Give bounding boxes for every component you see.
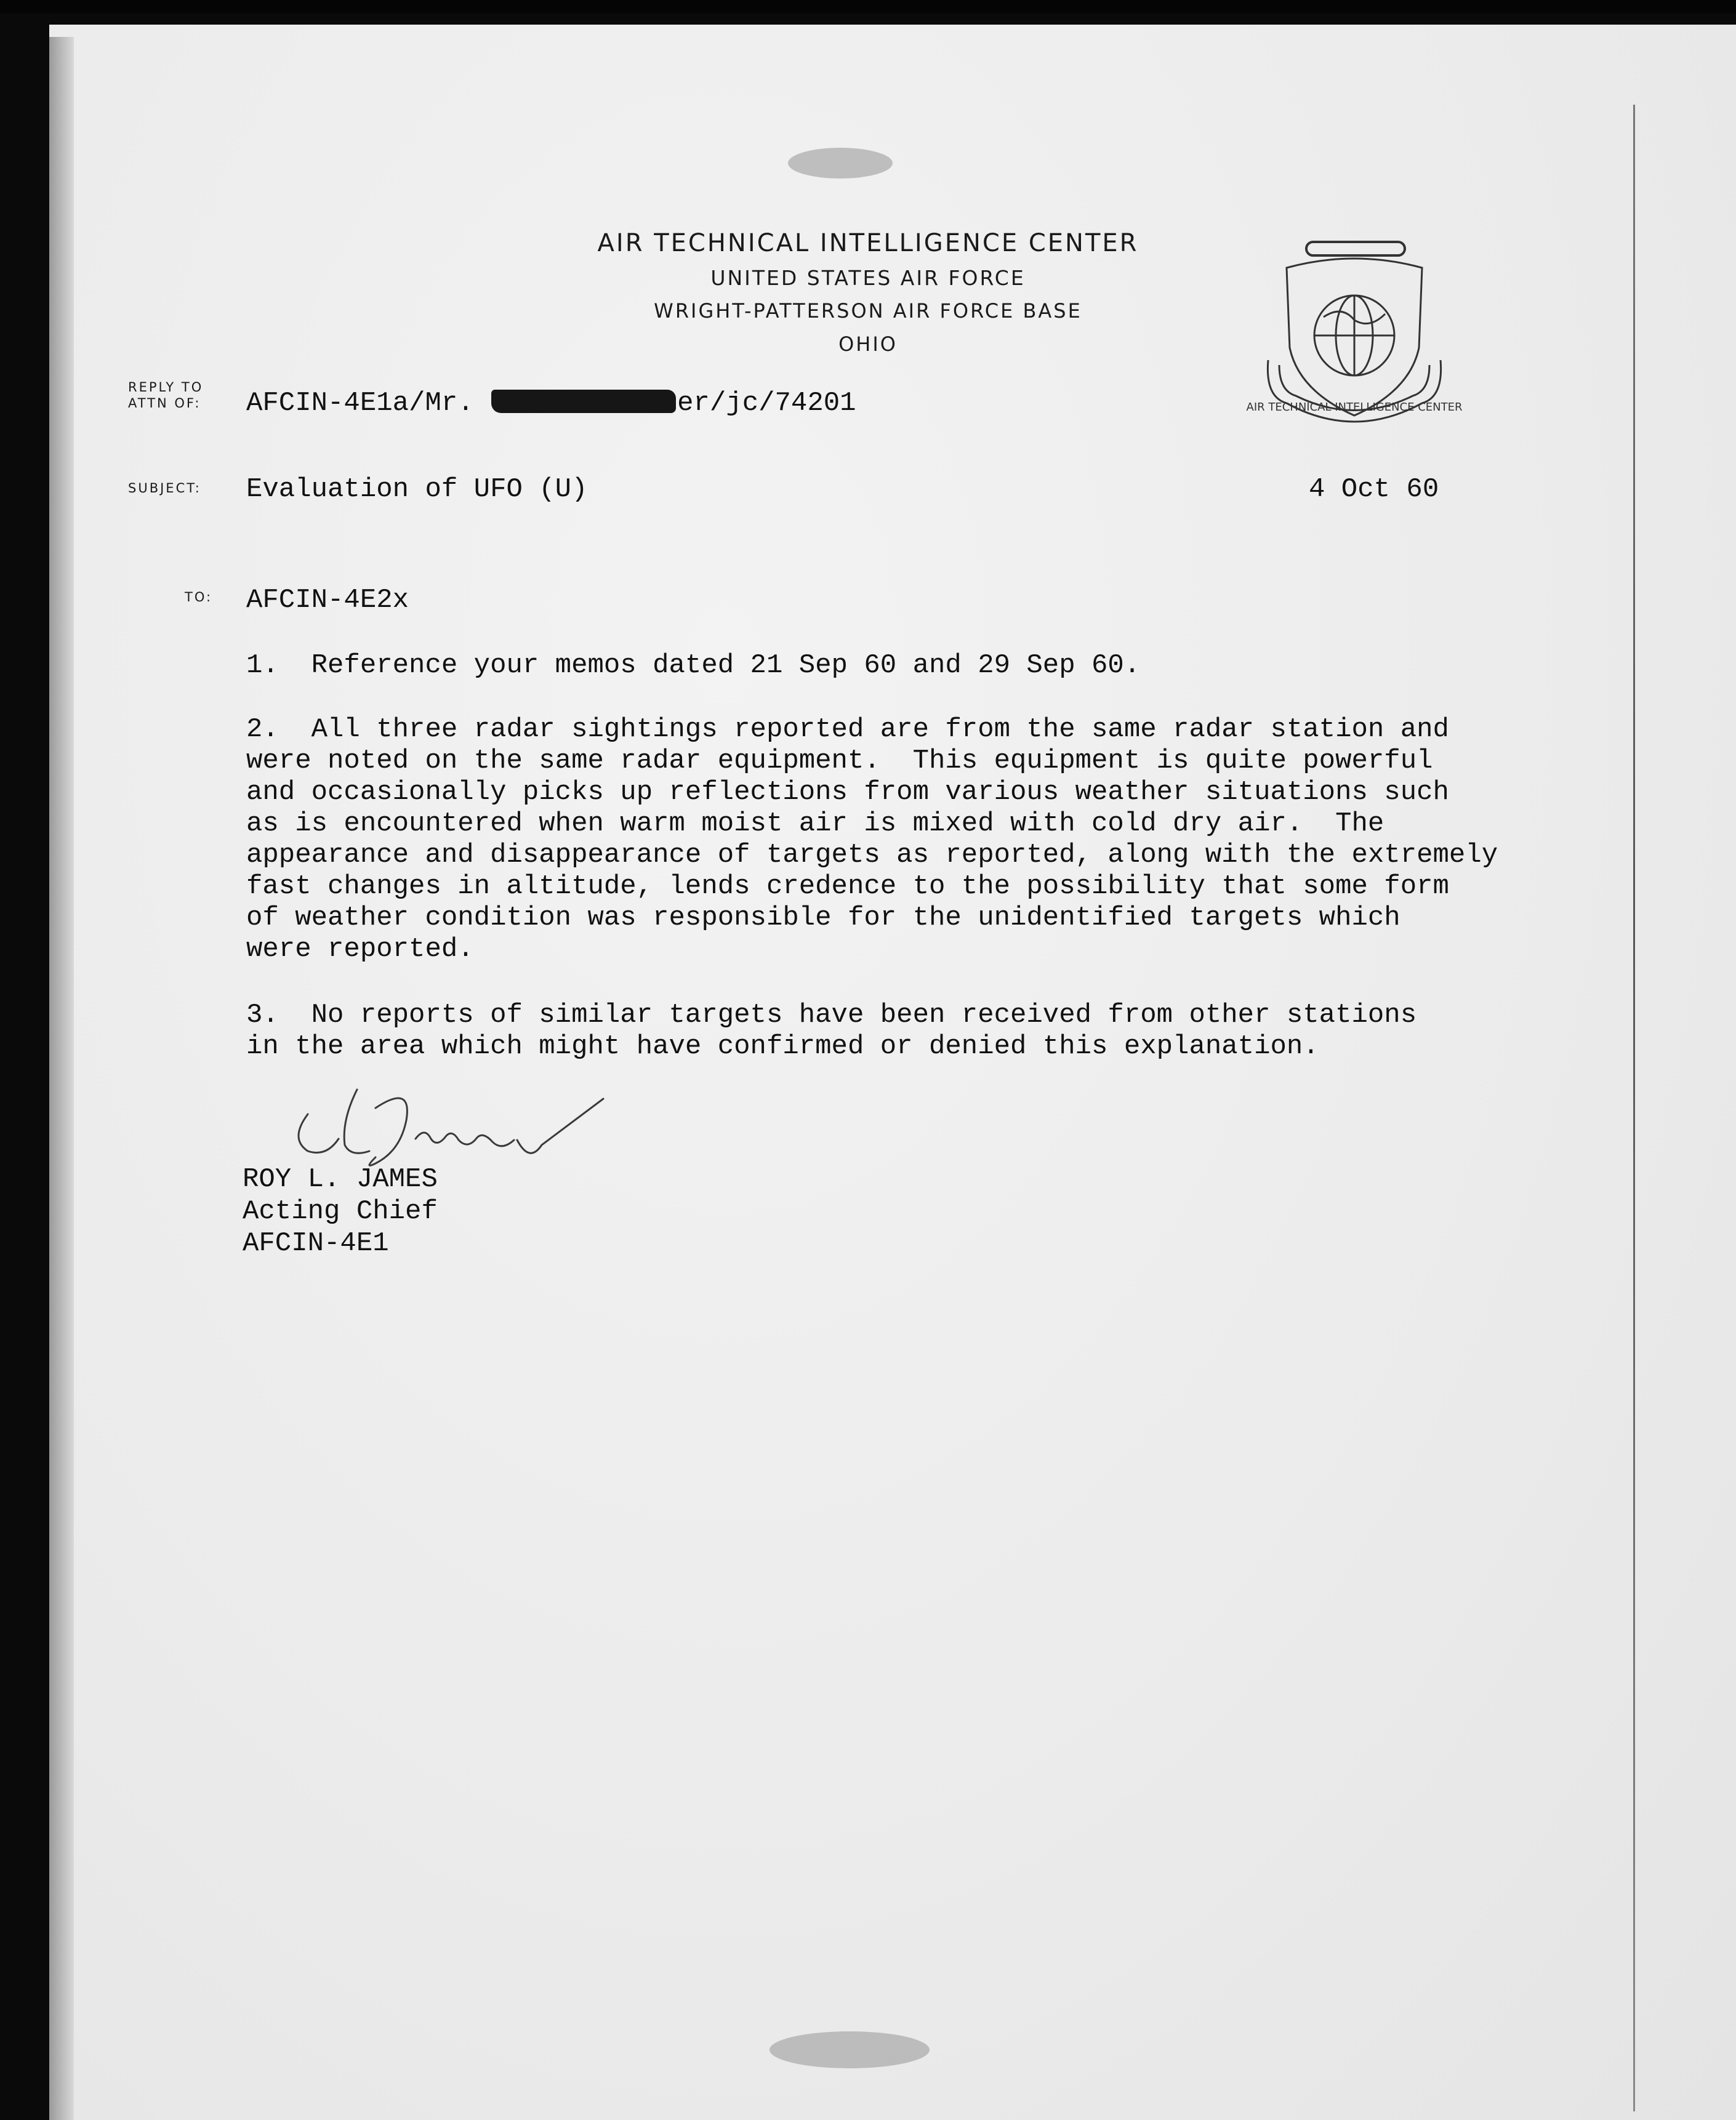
signer-title: Acting Chief bbox=[243, 1196, 438, 1227]
paragraph-1: 1. Reference your memos dated 21 Sep 60 and 29 Sep 60. bbox=[246, 650, 1141, 681]
recipient-office: AFCIN-4E2x bbox=[246, 585, 409, 616]
memo-date: 4 Oct 60 bbox=[1309, 474, 1439, 505]
letterhead-line-2: UNITED STATES AIR FORCE bbox=[710, 266, 1026, 290]
scan-edge-line bbox=[1633, 105, 1635, 2111]
reply-to-label-line-2: ATTN OF: bbox=[128, 396, 201, 411]
reply-reference-suffix: er/jc/74201 bbox=[677, 388, 856, 419]
signer-office: AFCIN-4E1 bbox=[243, 1228, 389, 1259]
signature-block bbox=[243, 1163, 438, 1259]
subject-text: Evaluation of UFO (U) bbox=[246, 474, 588, 505]
letterhead-title: AIR TECHNICAL INTELLIGENCE CENTER bbox=[597, 229, 1139, 257]
stamp-smudge-bottom bbox=[770, 2031, 930, 2068]
scan-border-top bbox=[0, 0, 1736, 14]
redaction-mark bbox=[491, 390, 676, 413]
reply-to-label-line-1: REPLY TO bbox=[128, 380, 204, 395]
paragraph-2: 2. All three radar sightings reported are from the same radar station and were noted on the same radar equipment. This equipment is quite powerful and occasionally picks up reflections from various weather situations such as is encountered when warm moist air is mixed with cold dry air. The appearance and disappearance of targets as reported, along with the extremely fast changes in altitude, lends credence to the possibility that some form of weather condition was responsible for the unidentified targets which were reported. bbox=[246, 714, 1498, 965]
to-label: TO: bbox=[185, 590, 213, 604]
subject-label: SUBJECT: bbox=[128, 481, 201, 496]
reply-reference-prefix: AFCIN-4E1a/Mr. bbox=[246, 388, 474, 419]
atic-seal-icon bbox=[1246, 237, 1463, 440]
paragraph-3: 3. No reports of similar targets have been received from other stations in the area which might have confirmed or denied this explanation. bbox=[246, 1000, 1417, 1062]
reply-to-label bbox=[128, 379, 203, 411]
stamp-smudge-top bbox=[788, 148, 893, 179]
reply-reference bbox=[246, 388, 856, 419]
letterhead-line-4: OHIO bbox=[838, 332, 898, 356]
signer-name: ROY L. JAMES bbox=[243, 1164, 438, 1195]
seal-text: AIR TECHNICAL INTELLIGENCE CENTER bbox=[1246, 401, 1463, 414]
letterhead-line-3: WRIGHT-PATTERSON AIR FORCE BASE bbox=[654, 299, 1082, 323]
